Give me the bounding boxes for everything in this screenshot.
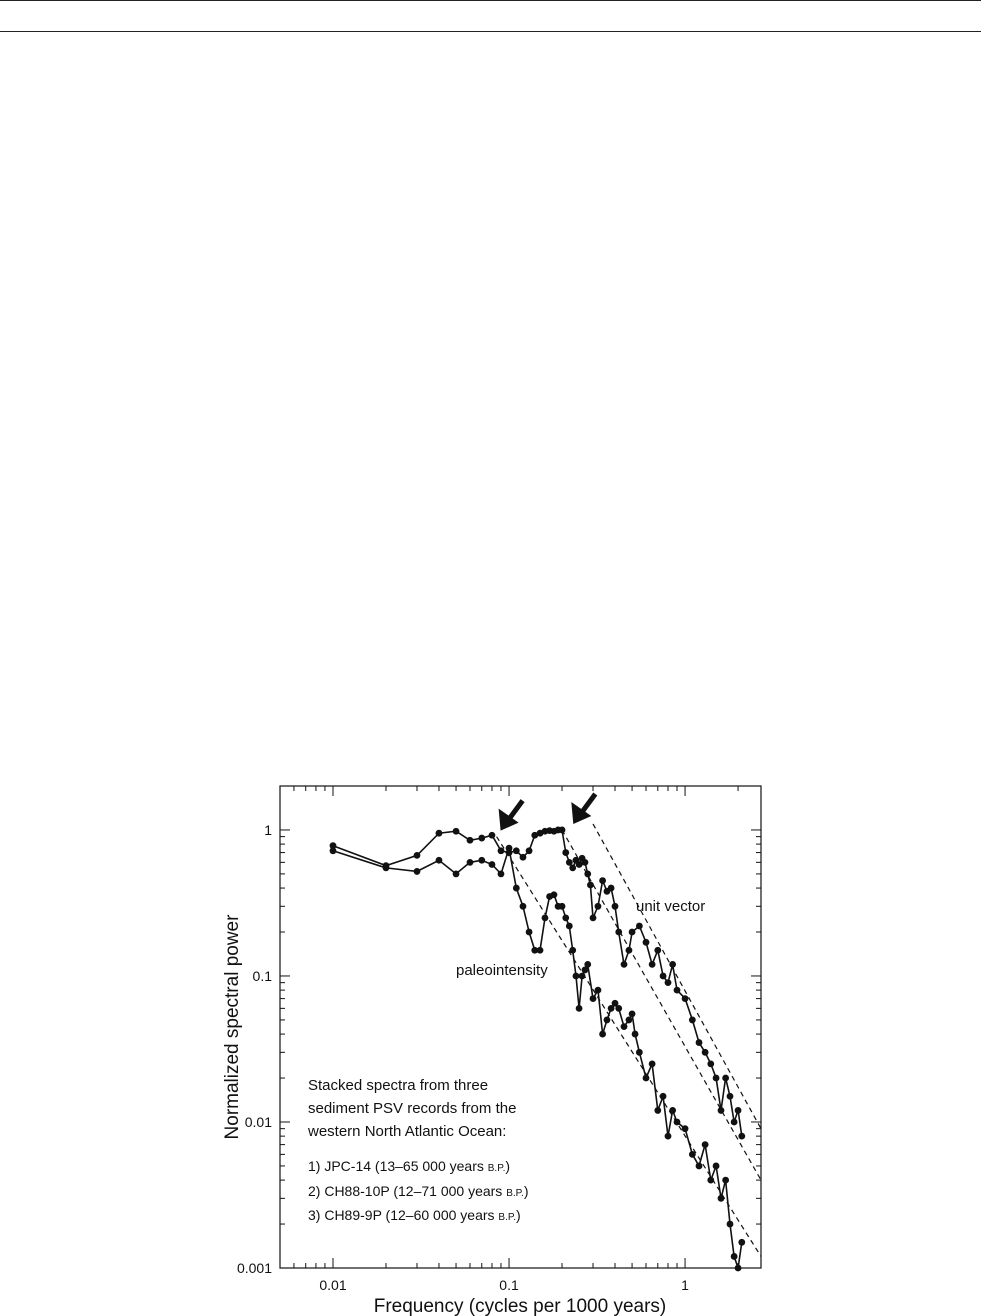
record-2-close: ) xyxy=(523,1183,529,1199)
data-point-paleointensity xyxy=(414,868,421,875)
data-point-paleointensity xyxy=(436,857,443,864)
data-point-unit-vector xyxy=(674,987,681,994)
data-point-paleointensity xyxy=(562,914,569,921)
data-point-unit-vector xyxy=(626,947,633,954)
data-point-paleointensity xyxy=(689,1151,696,1158)
data-point-paleointensity xyxy=(526,929,533,936)
data-point-unit-vector xyxy=(608,885,615,892)
data-point-paleointensity xyxy=(629,1010,636,1017)
annotation-line-3: western North Atlantic Ocean: xyxy=(308,1123,507,1140)
data-point-paleointensity xyxy=(702,1141,709,1148)
arrow-shaft xyxy=(581,794,595,813)
data-point-paleointensity xyxy=(713,1163,720,1170)
data-point-paleointensity xyxy=(621,1023,628,1030)
record-1 xyxy=(308,1158,510,1174)
annotation-line-1: Stacked spectra from three xyxy=(308,1077,489,1094)
y-tick-label: 1 xyxy=(264,821,272,838)
fit-lines xyxy=(497,824,761,1257)
data-point-unit-vector xyxy=(615,929,622,936)
data-point-paleointensity xyxy=(595,987,602,994)
data-point-unit-vector xyxy=(727,1093,734,1100)
data-point-paleointensity xyxy=(674,1119,681,1126)
data-point-unit-vector xyxy=(654,947,661,954)
x-tick-label: 0.1 xyxy=(499,1277,519,1293)
data-point-unit-vector xyxy=(612,903,619,910)
data-point-paleointensity xyxy=(584,961,591,968)
data-point-unit-vector xyxy=(595,903,602,910)
record-2 xyxy=(308,1183,528,1199)
data-series xyxy=(330,827,746,1272)
data-point-paleointensity xyxy=(636,1049,643,1056)
data-point-paleointensity xyxy=(660,1093,667,1100)
data-point-paleointensity xyxy=(626,1017,633,1024)
series-label-unit-vector: unit vector xyxy=(636,898,706,915)
data-point-unit-vector xyxy=(665,979,672,986)
data-point-unit-vector xyxy=(582,859,589,866)
data-point-paleointensity xyxy=(579,973,586,980)
data-point-unit-vector xyxy=(738,1133,745,1140)
data-point-unit-vector xyxy=(643,939,650,946)
data-point-paleointensity xyxy=(573,973,580,980)
data-point-paleointensity xyxy=(649,1060,656,1067)
y-tick-label: 0.01 xyxy=(244,1113,272,1130)
data-point-paleointensity xyxy=(453,871,460,878)
data-point-paleointensity xyxy=(489,861,496,868)
data-point-unit-vector xyxy=(453,828,460,835)
data-point-unit-vector xyxy=(526,847,533,854)
y-axis-label: Normalized spectral power xyxy=(222,914,243,1140)
data-point-paleointensity xyxy=(506,845,513,852)
arrow-shaft xyxy=(509,801,523,820)
data-point-unit-vector xyxy=(707,1060,714,1067)
data-point-paleointensity xyxy=(615,1005,622,1012)
record-3-close: ) xyxy=(516,1207,521,1223)
data-point-paleointensity xyxy=(731,1253,738,1260)
data-point-paleointensity xyxy=(727,1221,734,1228)
y-tick-label: 0.001 xyxy=(236,1260,272,1276)
data-point-paleointensity xyxy=(576,1005,583,1012)
data-point-paleointensity xyxy=(569,947,576,954)
data-point-unit-vector xyxy=(590,914,597,921)
data-point-unit-vector xyxy=(489,832,496,839)
data-point-unit-vector xyxy=(587,882,594,889)
series-label-paleointensity: paleointensity xyxy=(456,962,548,979)
data-point-paleointensity xyxy=(643,1075,650,1082)
data-point-unit-vector xyxy=(569,864,576,871)
data-point-paleointensity xyxy=(738,1239,745,1246)
data-point-unit-vector xyxy=(629,929,636,936)
data-point-unit-vector xyxy=(722,1075,729,1082)
data-point-unit-vector xyxy=(584,871,591,878)
data-point-paleointensity xyxy=(467,859,474,866)
data-point-unit-vector xyxy=(498,847,505,854)
data-point-unit-vector xyxy=(731,1119,738,1126)
data-point-unit-vector xyxy=(478,835,485,842)
record-2-bp: B.P. xyxy=(506,1188,524,1199)
data-point-paleointensity xyxy=(682,1125,689,1132)
data-point-paleointensity xyxy=(718,1195,725,1202)
data-point-paleointensity xyxy=(537,947,544,954)
record-2-text: 2) CH88-10P (12–71 000 years xyxy=(308,1183,507,1199)
data-point-paleointensity xyxy=(599,1031,606,1038)
data-point-unit-vector xyxy=(660,973,667,980)
data-point-paleointensity xyxy=(513,885,520,892)
data-point-paleointensity xyxy=(632,1031,639,1038)
data-point-paleointensity xyxy=(551,891,558,898)
data-point-paleointensity xyxy=(654,1107,661,1114)
data-point-paleointensity xyxy=(722,1177,729,1184)
data-point-paleointensity xyxy=(696,1163,703,1170)
data-point-paleointensity xyxy=(735,1265,742,1272)
data-point-unit-vector xyxy=(576,861,583,868)
data-point-paleointensity xyxy=(669,1107,676,1114)
x-tick-label: 0.01 xyxy=(319,1277,347,1293)
annotation-box xyxy=(307,1077,528,1223)
data-point-paleointensity xyxy=(559,903,566,910)
fit-line xyxy=(593,824,761,1129)
data-point-unit-vector xyxy=(513,847,520,854)
record-1-text: 1) JPC-14 (13–65 000 years xyxy=(308,1158,488,1174)
data-point-unit-vector xyxy=(414,852,421,859)
data-point-unit-vector xyxy=(520,854,527,861)
data-point-unit-vector xyxy=(562,849,569,856)
data-point-unit-vector xyxy=(718,1107,725,1114)
data-point-paleointensity xyxy=(383,864,390,871)
data-point-unit-vector xyxy=(702,1049,709,1056)
y-tick-label: 0.1 xyxy=(252,967,272,984)
record-3-text: 3) CH89-9P (12–60 000 years xyxy=(308,1207,499,1223)
data-point-unit-vector xyxy=(669,961,676,968)
fit-line xyxy=(497,837,761,1257)
data-point-unit-vector xyxy=(696,1039,703,1046)
data-point-paleointensity xyxy=(590,995,597,1002)
data-point-paleointensity xyxy=(542,914,549,921)
data-point-paleointensity xyxy=(566,923,573,930)
x-tick-label: 1 xyxy=(681,1277,689,1293)
data-point-unit-vector xyxy=(636,923,643,930)
record-1-close: ) xyxy=(505,1158,511,1174)
data-point-paleointensity xyxy=(478,857,485,864)
data-point-paleointensity xyxy=(498,871,505,878)
x-axis-label: Frequency (cycles per 1000 years) xyxy=(373,1296,667,1316)
data-point-paleointensity xyxy=(520,903,527,910)
data-point-paleointensity xyxy=(707,1177,714,1184)
record-1-bp: B.P. xyxy=(487,1163,506,1174)
data-point-unit-vector xyxy=(682,995,689,1002)
data-point-unit-vector xyxy=(467,837,474,844)
record-3 xyxy=(308,1207,521,1223)
data-point-unit-vector xyxy=(713,1075,720,1082)
data-point-unit-vector xyxy=(649,961,656,968)
data-point-unit-vector xyxy=(735,1107,742,1114)
data-point-unit-vector xyxy=(621,961,628,968)
record-3-bp: B.P. xyxy=(498,1212,517,1223)
data-point-paleointensity xyxy=(330,847,337,854)
data-point-unit-vector xyxy=(599,877,606,884)
data-point-paleointensity xyxy=(604,1017,611,1024)
data-point-paleointensity xyxy=(665,1133,672,1140)
data-point-unit-vector xyxy=(559,827,566,834)
data-point-unit-vector xyxy=(436,830,443,837)
data-point-unit-vector xyxy=(689,1017,696,1024)
annotation-line-2: sediment PSV records from the xyxy=(308,1100,517,1117)
arrows xyxy=(499,794,596,831)
